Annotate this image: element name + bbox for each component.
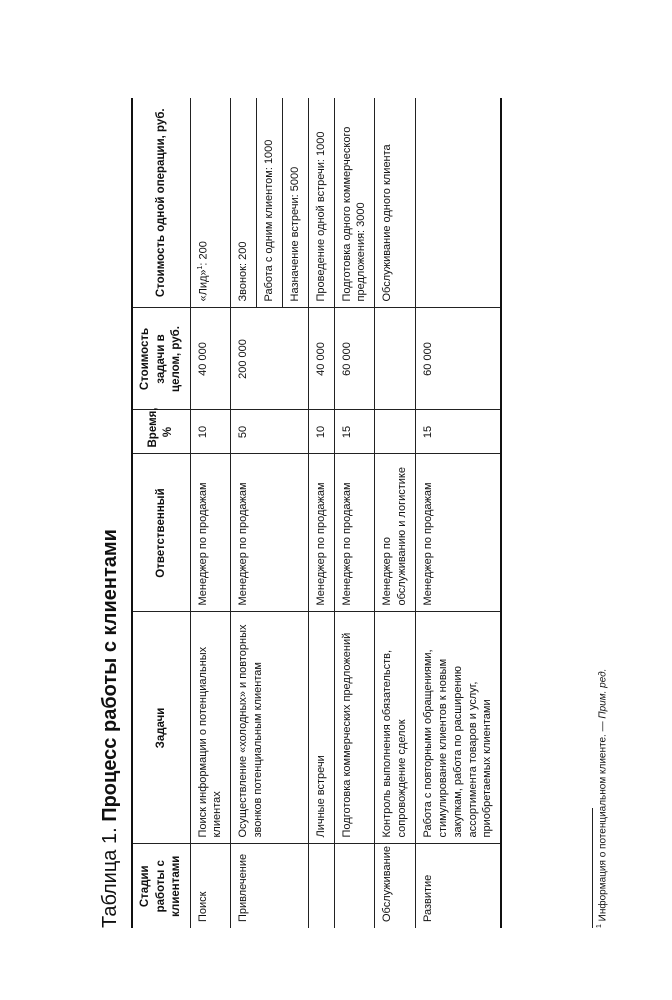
cell-stage: Поиск [190, 844, 231, 928]
cell-task: Личные встречи [308, 612, 334, 844]
cell-task: Поиск информации о потенциальных клиентах [190, 612, 231, 844]
cell-time: 10 [308, 410, 334, 454]
cell-time: 15 [415, 410, 501, 454]
header-task: Задачи [132, 612, 190, 844]
table-row [231, 98, 257, 928]
cell-time: 15 [334, 410, 375, 454]
cell-time: 50 [231, 410, 309, 454]
footnote [596, 669, 608, 928]
table-row [308, 98, 334, 928]
cell-total-cost: 40 000 [190, 308, 231, 410]
cell-stage: Привлечение [231, 844, 309, 928]
cell-time [375, 410, 416, 454]
cell-time: 10 [190, 410, 231, 454]
header-total-cost: Стоимость задачи в целом, руб. [132, 308, 190, 410]
footnote-ref: 1 [196, 265, 204, 270]
cell-stage [334, 844, 375, 928]
footnote-mark: 1 [596, 924, 603, 928]
header-unit-cost: Стоимость одной операции, руб. [132, 98, 190, 308]
unit-cost-text: «Лид» [197, 269, 210, 302]
cell-task: Осуществление «холодных» и повторных звонков потенциальным клиентам [231, 612, 309, 844]
cell-owner: Менеджер по продажам [415, 454, 501, 612]
table-caption [90, 529, 130, 928]
rotated-page [90, 98, 650, 928]
process-table [131, 98, 502, 928]
cell-total-cost: 40 000 [308, 308, 334, 410]
cell-owner: Менеджер по продажам [308, 454, 334, 612]
cell-owner: Менеджер по продажам [231, 454, 309, 612]
cell-owner: Менеджер по продажам [190, 454, 231, 612]
table-row [334, 98, 375, 928]
header-stage: Стадии работы с клиентами [132, 844, 190, 928]
table-row [415, 98, 501, 928]
caption-title: Процесс работы с клиентами [99, 529, 121, 822]
cell-total-cost [375, 308, 416, 410]
cell-owner: Менеджер по обслуживанию и логистике [375, 454, 416, 612]
cell-unit-cost: Звонок: 200 [231, 98, 257, 308]
cell-unit-cost [415, 98, 501, 308]
header-row [132, 98, 190, 928]
unit-cost-value: : 200 [197, 241, 210, 266]
cell-task: Подготовка коммерческих предложений [334, 612, 375, 844]
cell-unit-cost: Подготовка одного коммерческого предложения: 3000 [334, 98, 375, 308]
cell-stage [308, 844, 334, 928]
header-owner: Ответственный [132, 454, 190, 612]
footnote-editor-note: Прим. ред. [597, 668, 609, 719]
cell-stage: Развитие [415, 844, 501, 928]
cell-owner: Менеджер по продажам [334, 454, 375, 612]
caption-prefix: Таблица 1. [99, 827, 121, 928]
cell-unit-cost: Работа с одним клиентом: 1000 [257, 98, 283, 308]
footnote-text: Информация о потенциальном клиенте. — [597, 718, 609, 922]
cell-task: Контроль выполнения обязательств, сопровождение сделок [375, 612, 416, 844]
cell-total-cost: 60 000 [415, 308, 501, 410]
cell-unit-cost: Обслуживание одного клиента [375, 98, 416, 308]
table-row [375, 98, 416, 928]
table-row [190, 98, 231, 928]
footnote-divider [592, 808, 593, 928]
cell-unit-cost: Назначение встречи: 5000 [282, 98, 308, 308]
cell-total-cost: 60 000 [334, 308, 375, 410]
cell-task: Работа с повторными обращениями, стимулирование клиентов к новым закупкам, работа по расширению ассортимента товаров и услуг, приобретаемых клиентами [415, 612, 501, 844]
cell-stage: Обслуживание [375, 844, 416, 928]
cell-unit-cost [190, 98, 231, 308]
cell-unit-cost: Проведение одной встречи: 1000 [308, 98, 334, 308]
cell-total-cost: 200 000 [231, 308, 309, 410]
header-time: Время, % [132, 410, 190, 454]
